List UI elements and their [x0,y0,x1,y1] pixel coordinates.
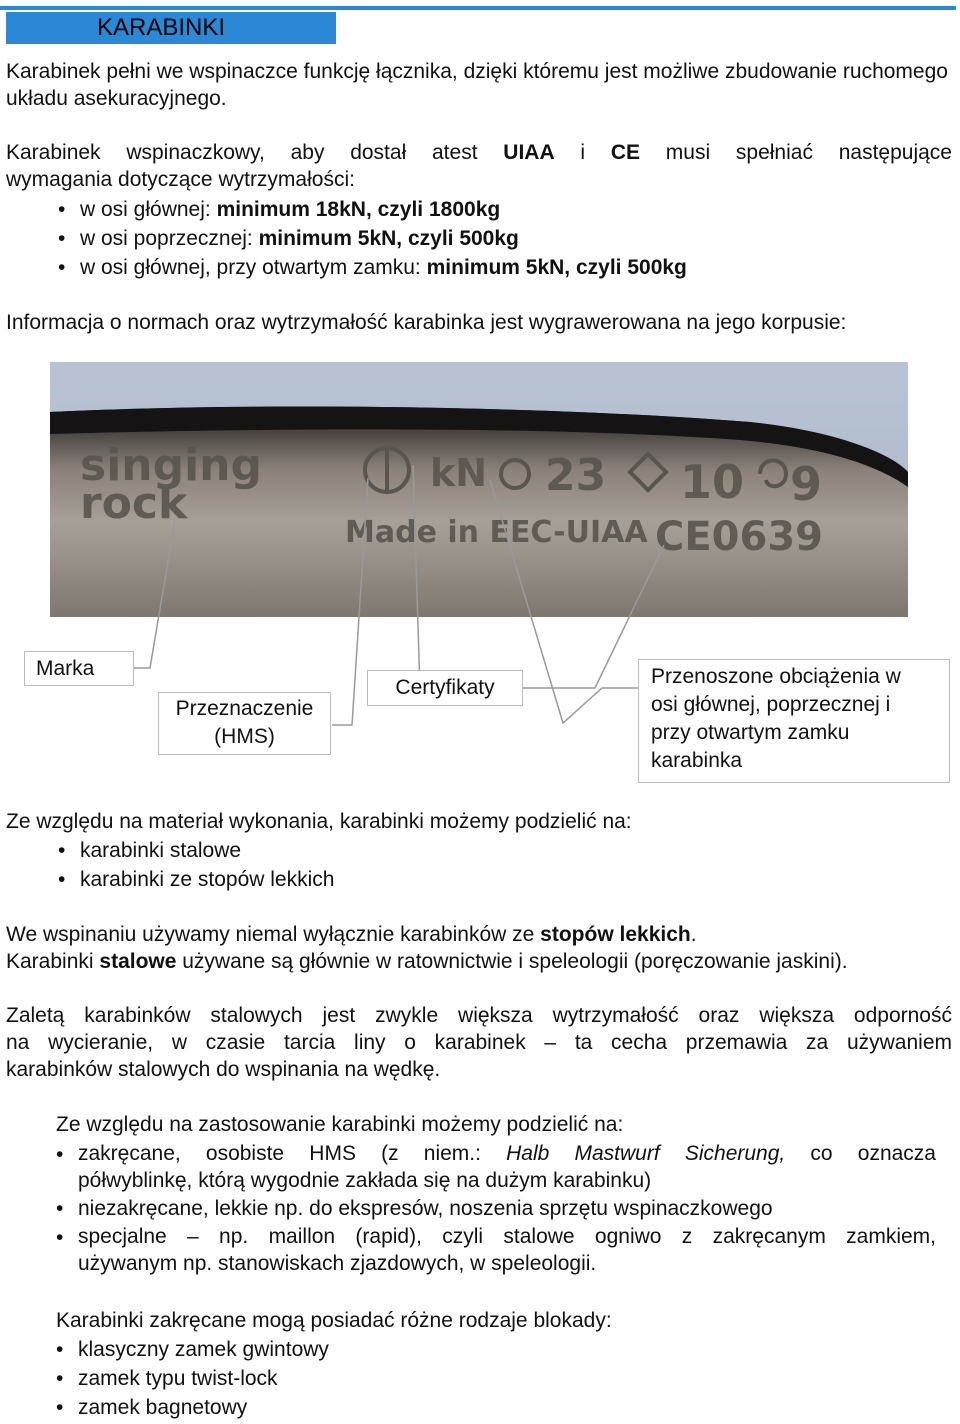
engraving-open-gate: 9 [790,457,823,511]
engraving-minor-axis: 10 [680,455,745,509]
requirements-line-1: Karabinek wspinaczkowy, aby dostał atest UIAA i CE musi spełniać następujące [6,141,952,164]
steel-line-3: karabinków stalowych do wspinania na wędkę. [6,1058,441,1081]
locks-heading: Karabinki zakręcane mogą posiadać różne rodzaje blokady: [56,1309,612,1332]
locks-block [56,1307,936,1422]
intro-paragraph: Karabinek pełni we wspinaczce funkcję łącznika, dzięki któremu jest możliwe zbudowanie ruchomego układu asekuracyjnego. [6,60,948,110]
steel-line-2: na wycieranie, w czasie tarcia liny o karabinek – ta cecha przemawia za używaniem [6,1031,952,1054]
label-purpose: Przeznaczenie (HMS) [158,692,331,755]
list-item: • zamek bagnetowy [56,1393,936,1422]
usage-block [6,921,952,975]
list-item: • zamek typu twist-lock [56,1364,936,1393]
list-item: • w osi głównej, przy otwartym zamku: minimum 5kN, czyli 500kg [58,253,952,282]
engraving-ce-mark: CE0639 [655,514,824,560]
steel-line-1: Zaletą karabinków stalowych jest zwykle większa wytrzymałość oraz większa odporność [6,1004,952,1027]
material-block [6,808,950,894]
steel-block [6,1002,952,1083]
engraving-made-in: Made in EEC-UIAA [345,515,648,550]
list-item: • specjalne – np. maillon (rapid), czyli stalowe ogniwo z zakręcanym zamkiem, używanym np. stanowiskach zjazdowych, w speleologii. [56,1223,936,1277]
list-item: • w osi poprzecznej: minimum 5kN, czyli 500kg [58,224,952,253]
page-title: KARABINKI [97,14,226,41]
list-item: • karabinki ze stopów lekkich [58,865,950,894]
list-item: • karabinki stalowe [58,836,950,865]
label-certificates: Certyfikaty [367,670,523,706]
engraving-brand-line-2: rock [80,478,188,529]
engraving-brand-line-1: singing [80,440,262,491]
engraving-kn: kN [430,451,488,495]
list-item: • niezakręcane, lekkie np. do ekspresów, noszenia sprzętu wspinaczkowego [56,1194,936,1223]
list-item: • zakręcane, osobiste HMS (z niem.: Halb Mastwurf Sicherung, co oznacza półwyblinkę, którą wygodnie zakłada się na dużym karabinku) [56,1140,936,1194]
material-heading: Ze względu na materiał wykonania, karabinki możemy podzielić na: [6,810,632,833]
application-list [56,1140,936,1277]
requirements-line-2: wymagania dotyczące wytrzymałości: [6,168,355,191]
label-loads: Przenoszone obciążenia w osi głównej, poprzecznej i przy otwartym zamku karabinka [638,659,950,783]
label-brand: Marka [24,651,134,686]
list-item: • klasyczny zamek gwintowy [56,1335,936,1364]
application-heading: Ze względu na zastosowanie karabinki możemy podzielić na: [56,1113,624,1136]
usage-line-1: We wspinaniu używamy niemal wyłącznie karabinków ze stopów lekkich. [6,923,697,946]
application-block [56,1111,936,1277]
material-list [58,836,950,894]
list-item: • w osi głównej: minimum 18kN, czyli 1800kg [58,195,952,224]
engraving-major-axis: 23 [545,450,607,501]
engraving-info: Informacja o normach oraz wytrzymałość karabinka jest wygrawerowana na jego korpusie: [6,311,847,334]
locks-list [56,1335,936,1422]
usage-line-2: Karabinki stalowe używane są głównie w ratownictwie i speleologii (poręczowanie jaskini). [6,950,848,973]
